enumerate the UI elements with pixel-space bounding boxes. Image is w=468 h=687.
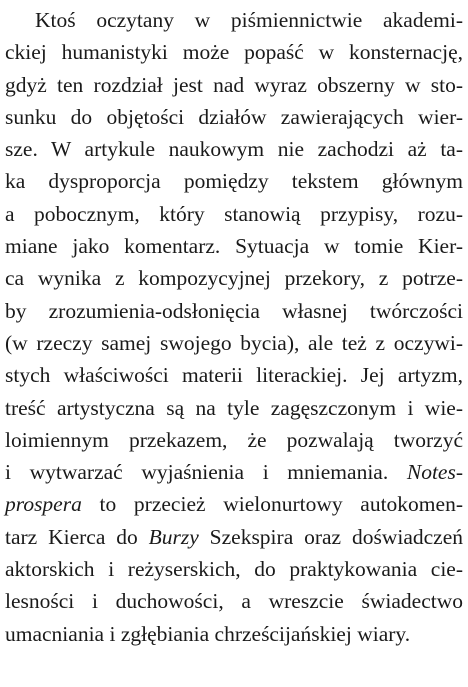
text-line	[5, 585, 463, 617]
text-line	[5, 36, 463, 68]
text-segment: treść artystyczna są na tyle zagęszczonym i wie-	[5, 395, 463, 420]
text-line	[5, 424, 463, 456]
text-segment: ka dysproporcja pomiędzy tekstem głównym	[5, 169, 463, 194]
text-segment: (w rzeczy samej swojego bycia), ale też z oczywi-	[5, 330, 463, 355]
text-line	[5, 327, 463, 359]
italic-title-text: prospera	[5, 492, 82, 517]
text-segment: gdyż ten rozdział jest nad wyraz obszerny w sto-	[5, 72, 463, 97]
text-segment: tarz Kierca do	[5, 524, 149, 549]
text-segment: sunku do objętości działów zawierających wier-	[5, 104, 463, 129]
text-segment: loimiennym przekazem, że pozwalają tworzyć	[5, 427, 463, 452]
text-line	[5, 262, 463, 294]
text-segment: stych właściwości materii literackiej. Jej artyzm,	[5, 363, 463, 388]
text-line	[5, 618, 463, 650]
text-line	[5, 521, 463, 553]
text-line	[5, 295, 463, 327]
italic-title-text: Burzy	[148, 524, 199, 549]
text-line	[5, 198, 463, 230]
text-segment: a pobocznym, który stanowią przypisy, rozu-	[5, 201, 463, 226]
text-segment: Szekspira oraz doświadczeń	[198, 524, 463, 549]
text-segment: ckiej humanistyki może popaść w konsternację,	[5, 40, 463, 65]
text-line	[5, 553, 463, 585]
text-line	[5, 230, 463, 262]
text-segment: miane jako komentarz. Sytuacja w tomie Kier-	[5, 234, 463, 259]
text-segment: to przecież wielonurtowy autokomen-	[81, 492, 463, 517]
text-segment: i wytwarzać wyjaśnienia i mniemania.	[5, 460, 407, 485]
text-line	[5, 101, 463, 133]
text-segment: lesności i duchowości, a wreszcie świadectwo	[5, 589, 463, 614]
text-line	[5, 488, 463, 520]
document-page	[5, 4, 463, 650]
text-line	[5, 165, 463, 197]
text-line	[5, 4, 463, 36]
text-segment: sze. W artykule naukowym nie zachodzi aż ta-	[5, 137, 463, 162]
text-segment: by zrozumienia-odsłonięcia własnej twórczości	[5, 298, 463, 323]
text-segment: Ktoś oczytany w piśmiennictwie akademi-	[35, 8, 463, 32]
text-segment: ca wynika z kompozycyjnej przekory, z potrze-	[5, 266, 463, 291]
text-line	[5, 392, 463, 424]
italic-title-text: Notes-	[406, 460, 463, 485]
text-segment: umacniania i zgłębiania chrześcijańskiej wiary.	[5, 621, 411, 646]
body-paragraph	[5, 4, 463, 650]
text-line	[5, 69, 463, 101]
text-line	[5, 456, 463, 488]
text-line	[5, 133, 463, 165]
text-line	[5, 359, 463, 391]
text-segment: aktorskich i reżyserskich, do praktykowania cie-	[5, 557, 463, 582]
